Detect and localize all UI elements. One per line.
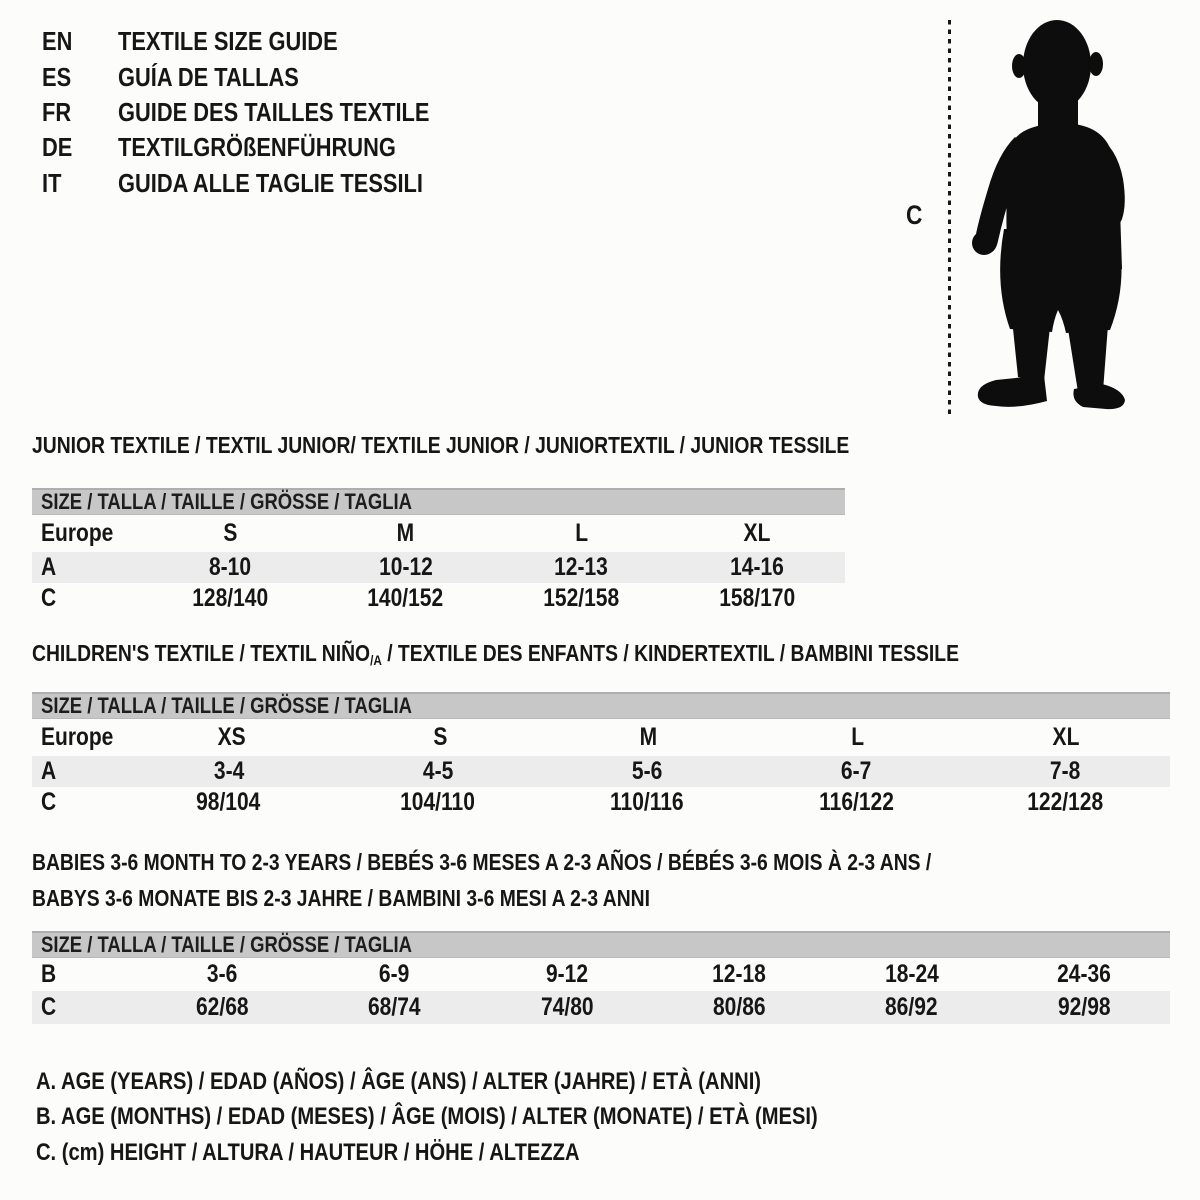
table-cell xyxy=(481,995,653,1020)
table-cell xyxy=(669,521,845,546)
table-cell xyxy=(142,586,318,611)
size-header-band xyxy=(32,488,845,515)
table-cell xyxy=(308,962,480,987)
row-label-text: C xyxy=(41,584,57,612)
children-size-table xyxy=(32,692,1170,818)
language-code xyxy=(42,132,118,163)
language-code-text: EN xyxy=(42,26,73,57)
language-title-text: TEXTILGRÖßENFÜHRUNG xyxy=(118,132,396,163)
table-cell-text: 6-9 xyxy=(379,960,410,988)
legend-line-text: A. AGE (YEARS) / EDAD (AÑOS) / ÂGE (ANS) / ALTER (JAHRE) / ETÀ (ANNI) xyxy=(36,1067,762,1095)
table-cell-text: 68/74 xyxy=(368,993,421,1021)
language-row xyxy=(42,59,489,94)
language-code-text: DE xyxy=(42,132,73,163)
table-cell-text: M xyxy=(396,519,415,547)
table-cell xyxy=(142,521,318,546)
language-code-text: IT xyxy=(42,167,62,198)
table-cell xyxy=(308,995,480,1020)
row-label-cell xyxy=(32,995,136,1020)
table-cell xyxy=(136,962,308,987)
table-cell xyxy=(136,995,308,1020)
table-cell xyxy=(318,586,494,611)
table-row xyxy=(32,991,1170,1024)
row-label-cell xyxy=(32,521,142,546)
row-label-cell xyxy=(32,790,124,815)
table-cell-text: 80/86 xyxy=(712,993,766,1021)
table-cell-text: 110/116 xyxy=(610,788,684,816)
language-title-text: GUIDA ALLE TAGLIE TESSILI xyxy=(118,167,423,198)
language-row xyxy=(42,166,489,201)
row-label-cell xyxy=(32,759,124,784)
table-cell-text: 98/104 xyxy=(196,788,261,816)
children-section-title xyxy=(32,639,1136,667)
table-cell xyxy=(998,962,1170,987)
table-cell xyxy=(333,790,542,815)
table-cell xyxy=(542,759,751,784)
children-section-title-text xyxy=(32,640,959,667)
language-row xyxy=(42,95,489,130)
table-cell-text: 8-10 xyxy=(208,553,251,581)
row-label-text: A xyxy=(41,553,57,581)
table-cell-text: XL xyxy=(743,519,771,547)
language-title-list xyxy=(42,24,489,201)
table-cell-text: 92/98 xyxy=(1057,993,1111,1021)
table-row xyxy=(32,756,1170,787)
table-cell xyxy=(998,995,1170,1020)
table-cell xyxy=(752,759,961,784)
junior-section-title xyxy=(32,431,1005,459)
table-cell xyxy=(124,759,333,784)
table-cell-text: 12-13 xyxy=(554,553,609,581)
table-cell-text: 152/158 xyxy=(543,584,620,612)
table-cell-text: 18-24 xyxy=(884,960,939,988)
measurement-legend xyxy=(36,1064,967,1171)
table-row xyxy=(32,552,845,583)
babies-title-line2-wrap xyxy=(32,880,1103,916)
table-cell-text: 7-8 xyxy=(1050,757,1081,785)
table-cell-text: 104/110 xyxy=(400,788,476,816)
table-cell xyxy=(961,790,1170,815)
row-label-text: B xyxy=(41,960,57,988)
table-cell xyxy=(318,555,494,580)
table-cell xyxy=(494,586,670,611)
table-cell xyxy=(333,759,542,784)
table-cell-text: S xyxy=(222,519,237,547)
legend-line xyxy=(36,1064,967,1100)
table-cell xyxy=(753,725,962,750)
table-cell-text: L xyxy=(574,519,588,547)
table-cell xyxy=(481,962,653,987)
language-code xyxy=(42,26,118,57)
table-cell xyxy=(142,555,318,580)
table-cell-text: 4-5 xyxy=(422,757,453,785)
table-cell xyxy=(653,962,825,987)
table-cell xyxy=(124,790,333,815)
babies-section-title xyxy=(32,844,1103,916)
babies-title-line1: BABIES 3-6 MONTH TO 2-3 YEARS / BEBÉS 3-6 MESES A 2-3 AÑOS / BÉBÉS 3-6 MOIS À 2-3 ANS / xyxy=(32,848,932,875)
table-cell xyxy=(494,555,670,580)
junior-section-title-text: JUNIOR TEXTILE / TEXTIL JUNIOR/ TEXTILE JUNIOR / JUNIORTEXTIL / JUNIOR TESSILE xyxy=(32,431,850,458)
table-cell xyxy=(318,521,494,546)
babies-title-line1-wrap xyxy=(32,844,1103,880)
language-code-text: FR xyxy=(42,96,72,127)
babies-title-line2: BABYS 3-6 MONATE BIS 2-3 JAHRE / BAMBINI 3-6 MESI A 2-3 ANNI xyxy=(32,884,650,911)
legend-line-text: C. (cm) HEIGHT / ALTURA / HAUTEUR / HÖHE / ALTEZZA xyxy=(36,1138,580,1166)
language-title-text: GUIDE DES TAILLES TEXTILE xyxy=(118,96,430,127)
table-cell-text: 6-7 xyxy=(841,757,872,785)
children-title-subscript: /A xyxy=(370,651,382,668)
size-header-label: SIZE / TALLA / TAILLE / GRÖSSE / TAGLIA xyxy=(41,932,412,957)
table-cell-text: L xyxy=(850,723,864,751)
table-cell-text: 10-12 xyxy=(378,553,433,581)
legend-line xyxy=(36,1100,967,1136)
table-row xyxy=(32,958,1170,991)
table-row xyxy=(32,719,1170,756)
row-label-text: Europe xyxy=(41,519,114,547)
table-cell-text: S xyxy=(432,723,447,751)
size-header-label: SIZE / TALLA / TAILLE / GRÖSSE / TAGLIA xyxy=(41,489,412,514)
table-cell xyxy=(542,790,751,815)
row-label-cell xyxy=(32,725,127,750)
language-code xyxy=(42,168,118,199)
children-title-suffix: / TEXTILE DES ENFANTS / KINDERTEXTIL / BAMBINI TESSILE xyxy=(381,639,959,666)
table-cell xyxy=(544,725,753,750)
size-header-label: SIZE / TALLA / TAILLE / GRÖSSE / TAGLIA xyxy=(41,693,412,718)
table-cell-text: XS xyxy=(217,723,246,751)
table-row xyxy=(32,515,845,552)
table-cell xyxy=(961,725,1170,750)
table-cell xyxy=(825,995,997,1020)
row-label-cell xyxy=(32,962,136,987)
language-code-text: ES xyxy=(42,61,72,92)
language-row xyxy=(42,130,489,165)
table-cell-text: 128/140 xyxy=(191,584,268,612)
language-code xyxy=(42,97,118,128)
table-cell-text: 140/152 xyxy=(367,584,444,612)
table-cell-text: 3-4 xyxy=(213,757,244,785)
row-label-text: C xyxy=(41,993,57,1021)
table-cell-text: XL xyxy=(1052,723,1080,751)
table-cell-text: 5-6 xyxy=(631,757,663,785)
height-measure-label: C xyxy=(906,200,923,230)
legend-line xyxy=(36,1135,967,1171)
table-cell xyxy=(752,790,961,815)
height-measure-label-wrap xyxy=(906,200,926,231)
size-header-band xyxy=(32,931,1170,958)
table-cell-text: 12-18 xyxy=(712,960,767,988)
language-title-text: GUÍA DE TALLAS xyxy=(118,61,299,92)
table-cell xyxy=(336,725,545,750)
table-cell-text: M xyxy=(639,723,658,751)
table-cell-text: 24-36 xyxy=(1056,960,1111,988)
table-cell xyxy=(494,521,670,546)
table-cell-text: 62/68 xyxy=(195,993,249,1021)
legend-line-text: B. AGE (MONTHS) / EDAD (MESES) / ÂGE (MOIS) / ALTER (MONATE) / ETÀ (MESI) xyxy=(36,1103,818,1131)
table-cell xyxy=(669,586,845,611)
table-cell xyxy=(825,962,997,987)
size-header-band xyxy=(32,692,1170,719)
row-label-cell xyxy=(32,555,142,580)
babies-size-table xyxy=(32,931,1170,1024)
table-cell-text: 74/80 xyxy=(540,993,594,1021)
table-cell-text: 86/92 xyxy=(885,993,938,1021)
table-cell xyxy=(127,725,336,750)
table-cell-text: 122/128 xyxy=(1027,788,1104,816)
junior-size-table xyxy=(32,488,845,614)
toddler-silhouette-image xyxy=(970,19,1135,413)
language-code xyxy=(42,62,118,93)
table-cell-text: 116/122 xyxy=(818,788,894,816)
row-label-text: A xyxy=(41,757,57,785)
table-cell-text: 3-6 xyxy=(206,960,238,988)
table-cell-text: 158/170 xyxy=(719,584,796,612)
language-row xyxy=(42,24,489,59)
row-label-text: Europe xyxy=(41,723,114,751)
table-cell-text: 9-12 xyxy=(545,960,588,988)
row-label-text: C xyxy=(41,788,57,816)
table-cell xyxy=(653,995,825,1020)
language-title-text: TEXTILE SIZE GUIDE xyxy=(118,26,338,57)
children-title-prefix: CHILDREN'S TEXTILE / TEXTIL NIÑO xyxy=(32,639,371,666)
table-cell-text: 14-16 xyxy=(730,553,784,581)
table-row xyxy=(32,787,1170,818)
table-row xyxy=(32,583,845,614)
row-label-cell xyxy=(32,586,142,611)
height-measure-dashed-line xyxy=(948,20,951,416)
table-cell xyxy=(669,555,845,580)
table-cell xyxy=(961,759,1170,784)
